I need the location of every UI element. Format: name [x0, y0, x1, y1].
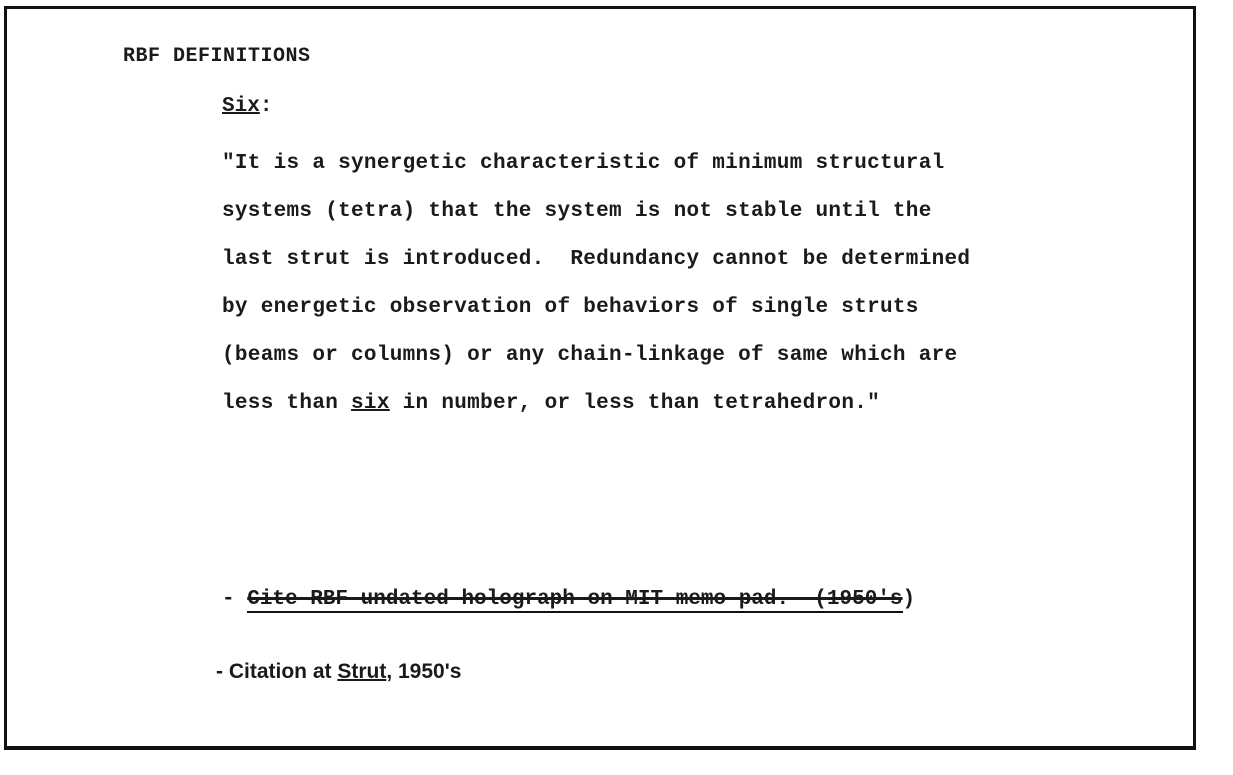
quote-line-6-start: less than	[222, 392, 352, 415]
quote-line-5: (beams or columns) or any chain-linkage of same which are	[222, 344, 958, 367]
citation-strut	[216, 660, 461, 684]
quote-line-3: last strut is introduced. Redundancy cannot be determined	[222, 248, 971, 271]
term-colon: :	[259, 95, 273, 118]
citation-link-strut[interactable]: Strut	[337, 660, 387, 683]
definition-quote	[222, 140, 1122, 428]
term-word: Six	[222, 95, 260, 118]
quote-line-1: "It is a synergetic characteristic of minimum structural	[222, 152, 945, 175]
quote-line-2: systems (tetra) that the system is not stable until the	[222, 200, 932, 223]
citation-struck-text: Cite RBF undated holograph on MIT memo pad. (1950's	[247, 588, 903, 611]
quote-line-4: by energetic observation of behaviors of single struts	[222, 296, 919, 319]
page-title: RBF DEFINITIONS	[123, 45, 311, 68]
quote-line-6	[222, 380, 1122, 428]
citation-suffix: , 1950's	[386, 660, 462, 683]
quote-emphasis-six: six	[351, 392, 390, 415]
citation-struck	[222, 588, 915, 611]
citation-dash: -	[222, 588, 248, 611]
citation-prefix: - Citation at	[216, 660, 338, 683]
citation-close-paren: )	[902, 588, 916, 611]
quote-line-6-end: in number, or less than tetrahedron."	[389, 392, 881, 415]
term-heading	[222, 95, 272, 118]
